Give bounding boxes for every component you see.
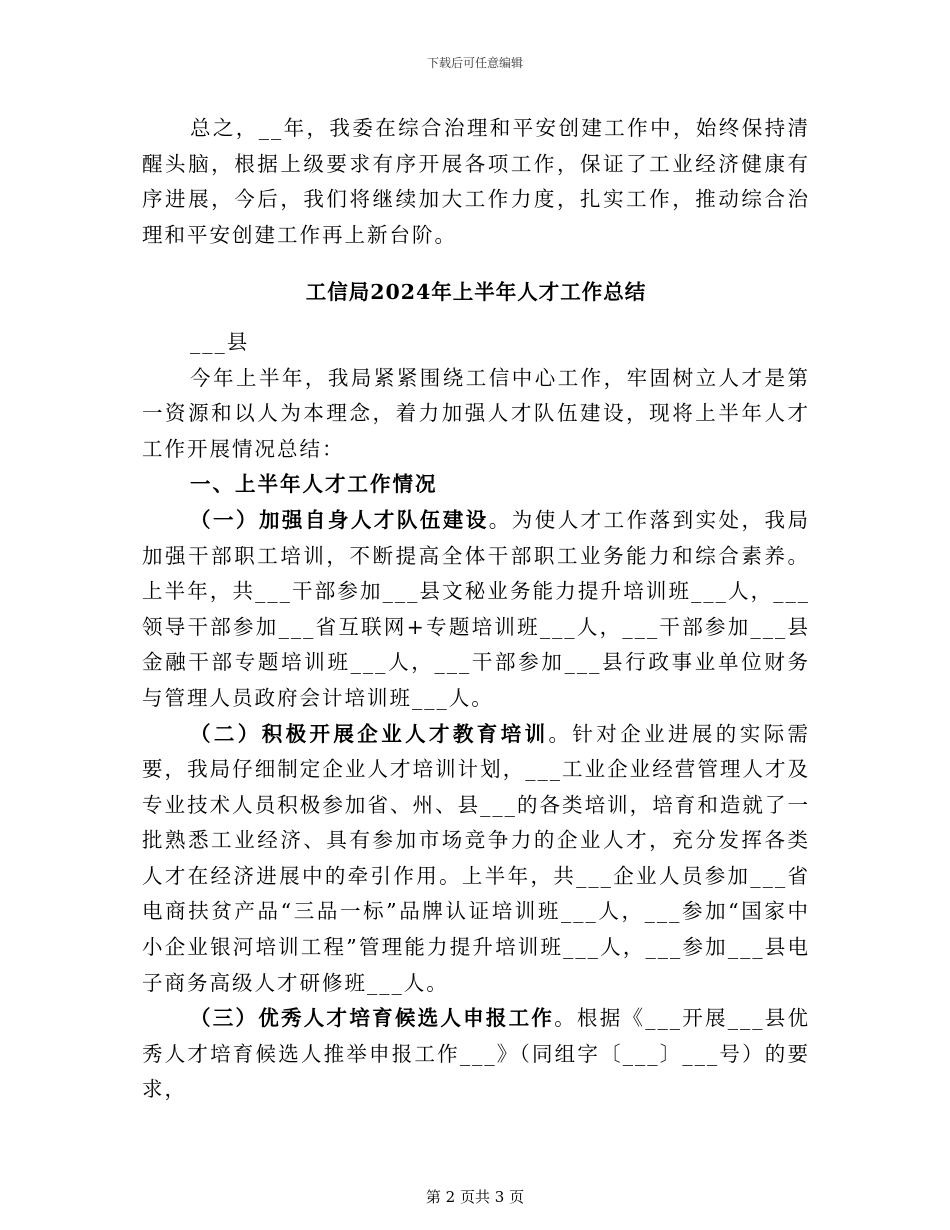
subsection-1-heading: （一）加强自身人才队伍建设 (190, 507, 489, 532)
page-header: 下载后可任意编辑 (426, 56, 523, 70)
document-title: 工信局2024年上半年人才工作总结 (305, 280, 647, 305)
intro-paragraph: 今年上半年，我局紧紧围绕工信中心工作，牢固树立人才是第一资源和以人为本理念，着力加强人才队伍建设，现将上半年人才工作开展情况总结： (142, 365, 810, 461)
section-heading-1: 一、上半年人才工作情况 (190, 472, 438, 497)
subsection-3-body: 。根据《___开展___县优秀人才培育候选人推举申报工作___》（同组字〔___〕___号）的要求， (142, 1006, 811, 1102)
subsection-3 (142, 1001, 810, 1108)
subsection-1-body: 。为使人才工作落到实处，我局加强干部职工培训，不断提高全体干部职工业务能力和综合素养。上半年，共___干部参加___县文秘业务能力提升培训班___人，___领导干部参加___省互联网+专题培训班___人，___干部参加___县金融干部专题培训班___人，___干部参加___县行政事业单位财务与管理人员政府会计培训班___人。 (142, 507, 810, 710)
county-line: ___县 (190, 329, 250, 354)
page-footer: 第 2 页共 3 页 (425, 1188, 525, 1206)
summary-paragraph: 总之，__年，我委在综合治理和平安创建工作中，始终保持清醒头脑，根据上级要求有序开展各项工作，保证了工业经济健康有序进展，今后，我们将继续加大工作力度，扎实工作，推动综合治理和平安创建工作再上新台阶。 (142, 116, 810, 247)
subsection-1 (142, 503, 810, 717)
subsection-3-heading: （三）优秀人才培育候选人申报工作 (190, 1006, 555, 1031)
subsection-2-body: 。针对企业进展的实际需要，我局仔细制定企业人才培训计划，___工业企业经营管理人才及专业技术人员积极参加省、州、县___的各类培训，培育和造就了一批熟悉工业经济、具有参加市场竞争力的企业人才，充分发挥各类人才在经济进展中的牵引作用。上半年，共___企业人员参加___省电商扶贫产品“三品一标”品牌认证培训班___人，___参加“国家中小企业银河培训工程”管理能力提升培训班___人，___参加___县电子商务高级人才研修班___人。 (142, 721, 810, 995)
subsection-2-heading: （二）积极开展企业人才教育培训 (190, 721, 549, 746)
subsection-2 (142, 717, 810, 1002)
document-body (142, 111, 810, 1108)
